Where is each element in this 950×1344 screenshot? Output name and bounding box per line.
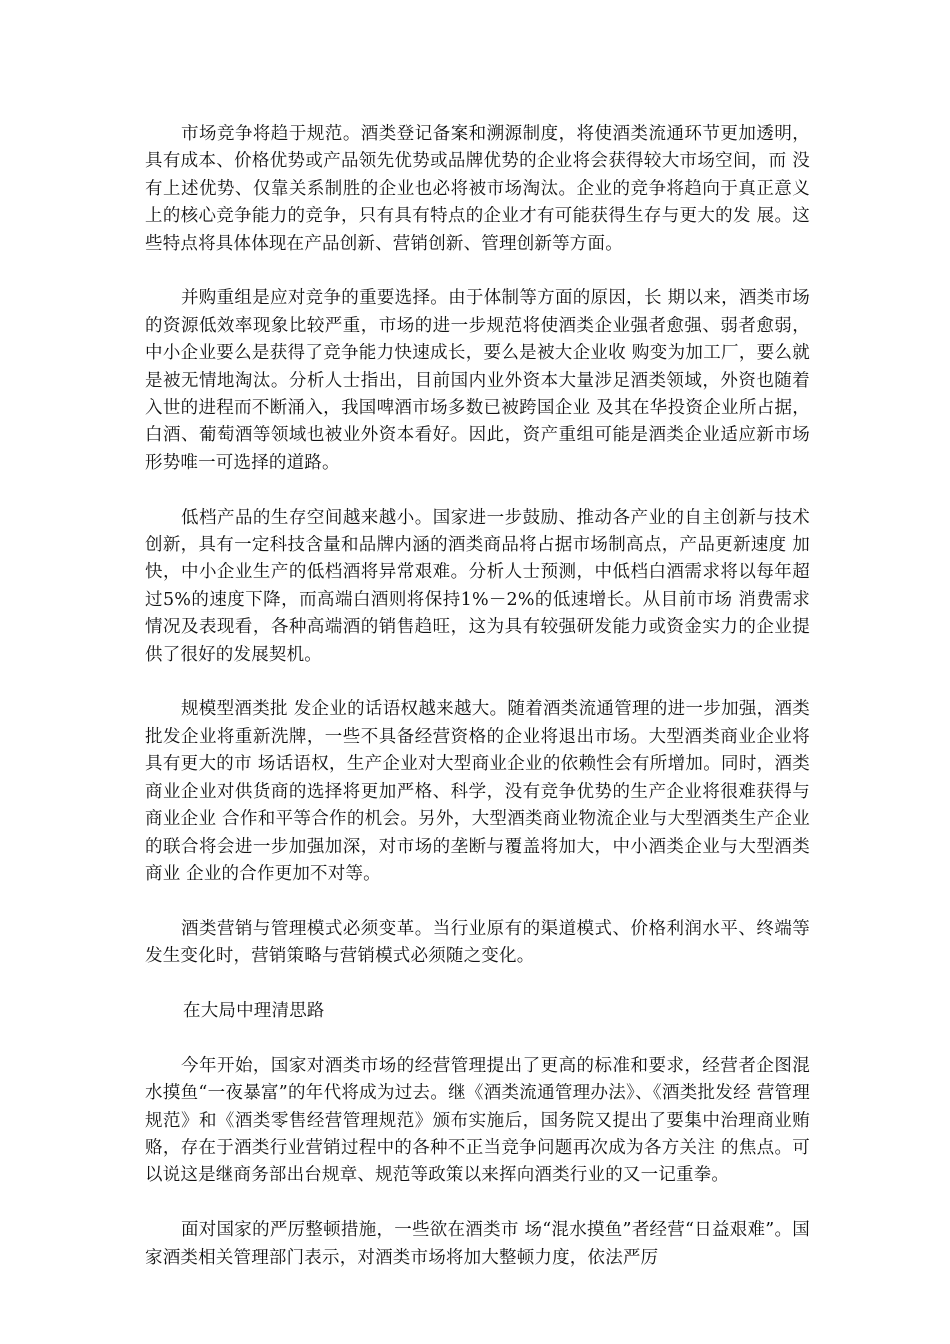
document-page [145,121,810,1299]
paragraph-market-regulation: 市场竞争将趋于规范。酒类登记备案和溯源制度，将使酒类流通环节更加透明，具有成本、价格优势或产品领先优势或品牌优势的企业将会获得较大市场空间，而 没有上述优势、仅靠关系制胜的企业也必将被市场淘汰。企业的竞争将趋向于真正意义上的核心竞争能力的竞争，只有具有特点的企业才有可能获得生存与更大的发 展。这些特点将具体体现在产品创新、营销创新、管理创新等方面。 [145,124,810,254]
paragraph-wholesale-power: 规模型酒类批 发企业的话语权越来越大。随着酒类流通管理的进一步加强，酒类批发企业将重新洗牌，一些不具备经营资格的企业将退出市场。大型酒类商业企业将具有更大的市 场话语权，生产企业对大型商业企业的依赖性会有所增加。同时，酒类商业企业对供货商的选择将更加严格、科学，没有竞争优势的生产企业将很难获得与商业企业 合作和平等合作的机会。另外，大型酒类商业物流企业与大型酒类生产企业的联合将会进一步加强加深，对市场的垄断与覆盖将加大，中小酒类企业与大型酒类商业 企业的合作更加不对等。 [145,699,810,884]
paragraph-mergers: 并购重组是应对竞争的重要选择。由于体制等方面的原因，长 期以来，酒类市场的资源低效率现象比较严重，市场的进一步规范将使酒类企业强者愈强、弱者愈弱，中小企业要么是获得了竞争能力快速成长，要么是被大企业收 购变为加工厂，要么就是被无情地淘汰。分析人士指出，目前国内业外资本大量涉足酒类领域，外资也随着入世的进程而不断涌入，我国啤酒市场多数已被跨国企业 及其在华投资企业所占据，白酒、葡萄酒等领域也被业外资本看好。因此，资产重组可能是酒类企业适应新市场形势唯一可选择的道路。 [145,288,810,473]
paragraph-crackdown: 面对国家的严厉整顿措施，一些欲在酒类市 场“混水摸鱼”者经营“日益艰难”。国家酒类相关管理部门表示，对酒类市场将加大整顿力度，依法严厉 [145,1220,810,1268]
paragraph-marketing-reform: 酒类营销与管理模式必须变革。当行业原有的渠道模式、价格利润水平、终端等发生变化时，营销策略与营销模式必须随之变化。 [145,918,810,967]
paragraph-this-year: 今年开始，国家对酒类市场的经营管理提出了更高的标准和要求，经营者企图混水摸鱼“一夜暴富”的年代将成为过去。继《酒类流通管理办法》、《酒类批发经 营管理规范》和《酒类零售经营管理规范》颁布实施后，国务院又提出了要集中治理商业贿赂，存在于酒类行业营销过程中的各种不正当竞争问题再次成为各方关注 的焦点。可以说这是继商务部出台规章、规范等政策以来挥向酒类行业的又一记重拳。 [145,1055,810,1186]
section-heading: 在大局中理清思路 [183,1000,325,1021]
paragraph-low-end-products: 低档产品的生存空间越来越小。国家进一步鼓励、推动各产业的自主创新与技术创新，具有一定科技含量和品牌内涵的酒类商品将占据市场制高点，产品更新速度 加快，中小企业生产的低档酒将异常艰难。分析人士预测，中低档白酒需求将以每年超过5%的速度下降，而高端白酒则将保持1%－2%的低速增长。从目前市场 消费需求情况及表现看，各种高端酒的销售趋旺，这为具有较强研发能力或资金实力的企业提供了很好的发展契机。 [145,507,810,665]
